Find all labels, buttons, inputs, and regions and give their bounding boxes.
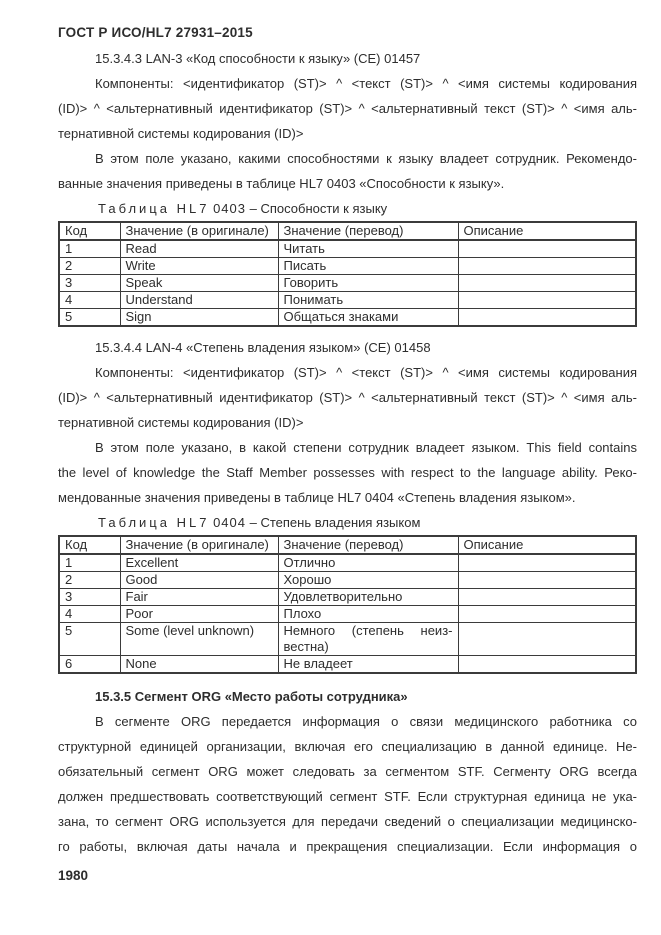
table-cell: 5 — [59, 309, 120, 327]
text-line: Компоненты: <идентификатор (ST)> ^ <текст (ST)> ^ <имя системы кодирования — [95, 76, 637, 91]
table-cell: Read — [120, 240, 278, 258]
table-cell: Не владеет — [278, 656, 458, 674]
table-cell — [458, 309, 636, 327]
cell-line: вестна) — [283, 639, 329, 654]
table-cell — [458, 589, 636, 606]
table-cell: Понимать — [278, 292, 458, 309]
table-cell: Write — [120, 258, 278, 275]
hl7-table-0404 — [58, 535, 637, 674]
running-header: ГОСТ Р ИСО/HL7 27931–2015 — [58, 25, 253, 40]
text-line: обязательный сегмент ORG может следовать за сегментом STF. Сегменту ORG всегда — [58, 764, 637, 779]
table-header-cell: Описание — [458, 222, 636, 240]
caption-title: Степень владения языком — [260, 515, 421, 530]
caption-code: 0403 — [213, 201, 246, 216]
section-heading-15-3-5: 15.3.5 Сегмент ORG «Место работы сотрудника» — [95, 689, 408, 704]
table-header-cell: Значение (перевод) — [278, 536, 458, 554]
caption-label: Таблица HL7 — [98, 515, 210, 530]
table-header-cell: Значение (в оригинале) — [120, 536, 278, 554]
table-cell: Удовлетворительно — [278, 589, 458, 606]
table-row — [59, 623, 636, 656]
table-cell — [278, 623, 458, 656]
table-header-cell: Значение (перевод) — [278, 222, 458, 240]
table-cell: 1 — [59, 240, 120, 258]
section-heading-15-3-4-4: 15.3.4.4 LAN-4 «Степень владения языком» (CE) 01458 — [95, 340, 431, 355]
org-segment-paragraph — [58, 709, 637, 859]
text-line: должен предшествовать соответствующий сегмент STF. Если структурная единица не ука- — [58, 789, 637, 804]
table-header-row — [59, 222, 636, 240]
table-row — [59, 258, 636, 275]
text-line: В сегменте ORG передается информация о связи медицинского работника со — [95, 714, 637, 729]
table-cell: Sign — [120, 309, 278, 327]
table-cell: Плохо — [278, 606, 458, 623]
table-cell — [458, 275, 636, 292]
table-row — [59, 275, 636, 292]
table-cell: 2 — [59, 572, 120, 589]
table-row — [59, 292, 636, 309]
table-cell: Отлично — [278, 554, 458, 572]
table-row — [59, 240, 636, 258]
text-line: ванные значения приведены в таблице HL7 0403 «Способности к языку». — [58, 176, 505, 191]
table-cell: Fair — [120, 589, 278, 606]
table-cell — [458, 656, 636, 674]
table-header-cell: Код — [59, 222, 120, 240]
table-cell: Хорошо — [278, 572, 458, 589]
table-header-row — [59, 536, 636, 554]
caption-label: Таблица HL7 — [98, 201, 210, 216]
text-line: тернативной системы кодирования (ID)> — [58, 415, 304, 430]
table-cell — [458, 572, 636, 589]
table-cell: Excellent — [120, 554, 278, 572]
table-cell: Speak — [120, 275, 278, 292]
table-cell — [458, 292, 636, 309]
table-cell — [458, 606, 636, 623]
table-row — [59, 554, 636, 572]
caption-title: Способности к языку — [260, 201, 388, 216]
cell-line: Немного (степень неиз- — [283, 623, 453, 638]
table-cell: 4 — [59, 606, 120, 623]
table-cell: 1 — [59, 554, 120, 572]
table-caption-0404 — [58, 510, 637, 535]
text-line: Компоненты: <идентификатор (ST)> ^ <текст (ST)> ^ <имя системы кодирования — [95, 365, 637, 380]
table-cell: 3 — [59, 589, 120, 606]
page-number: 1980 — [58, 868, 89, 883]
table-cell: Some (level unknown) — [120, 623, 278, 656]
text-line: the level of knowledge the Staff Member possesses with respect to the language ability. Реко- — [58, 465, 637, 480]
components-paragraph-lan3 — [58, 71, 637, 146]
section-heading-15-3-4-3: 15.3.4.3 LAN-3 «Код способности к языку» (CE) 01457 — [95, 51, 421, 66]
table-cell: 5 — [59, 623, 120, 656]
table-caption-0403 — [58, 196, 637, 221]
table-cell: Общаться знаками — [278, 309, 458, 327]
table-cell: Говорить — [278, 275, 458, 292]
text-line: структурной единицей организации, включая его специализацию в данной единице. Не- — [58, 739, 637, 754]
table-cell: 6 — [59, 656, 120, 674]
table-cell: Писать — [278, 258, 458, 275]
text-line: В этом поле указано, в какой степени сотрудник владеет языком. This field contains — [95, 440, 637, 455]
field-description-paragraph-lan4 — [58, 435, 637, 510]
table-row — [59, 309, 636, 327]
text-line: го работы, включая даты начала и прекращения специализации. Если информация о — [58, 839, 637, 854]
caption-dash: – — [249, 201, 257, 216]
components-paragraph-lan4 — [58, 360, 637, 435]
text-line: (ID)> ^ <альтернативный идентификатор (ST)> ^ <альтернативный текст (ST)> ^ <имя аль- — [58, 390, 637, 405]
text-line: В этом поле указано, какими способностями к языку владеет сотрудник. Рекомендо- — [95, 151, 637, 166]
table-cell — [458, 623, 636, 656]
table-header-cell: Значение (в оригинале) — [120, 222, 278, 240]
table-cell: None — [120, 656, 278, 674]
text-line: зана, то сегмент ORG используется для передачи сведений о специализации медицинско- — [58, 814, 637, 829]
text-line: тернативной системы кодирования (ID)> — [58, 126, 304, 141]
table-row — [59, 606, 636, 623]
caption-code: 0404 — [213, 515, 246, 530]
caption-dash: – — [249, 515, 257, 530]
table-row — [59, 589, 636, 606]
table-cell — [458, 554, 636, 572]
table-cell: Poor — [120, 606, 278, 623]
field-description-paragraph-lan3 — [58, 146, 637, 196]
table-header-cell: Описание — [458, 536, 636, 554]
table-row — [59, 656, 636, 674]
table-row — [59, 572, 636, 589]
table-cell: 3 — [59, 275, 120, 292]
hl7-table-0403 — [58, 221, 637, 327]
table-cell — [458, 240, 636, 258]
table-cell: Understand — [120, 292, 278, 309]
text-line: (ID)> ^ <альтернативный идентификатор (ST)> ^ <альтернативный текст (ST)> ^ <имя аль- — [58, 101, 637, 116]
table-cell — [458, 258, 636, 275]
text-line: мендованные значения приведены в таблице HL7 0404 «Степень владения языком». — [58, 490, 576, 505]
table-cell: 4 — [59, 292, 120, 309]
table-header-cell: Код — [59, 536, 120, 554]
table-cell: Good — [120, 572, 278, 589]
table-cell: 2 — [59, 258, 120, 275]
table-cell: Читать — [278, 240, 458, 258]
